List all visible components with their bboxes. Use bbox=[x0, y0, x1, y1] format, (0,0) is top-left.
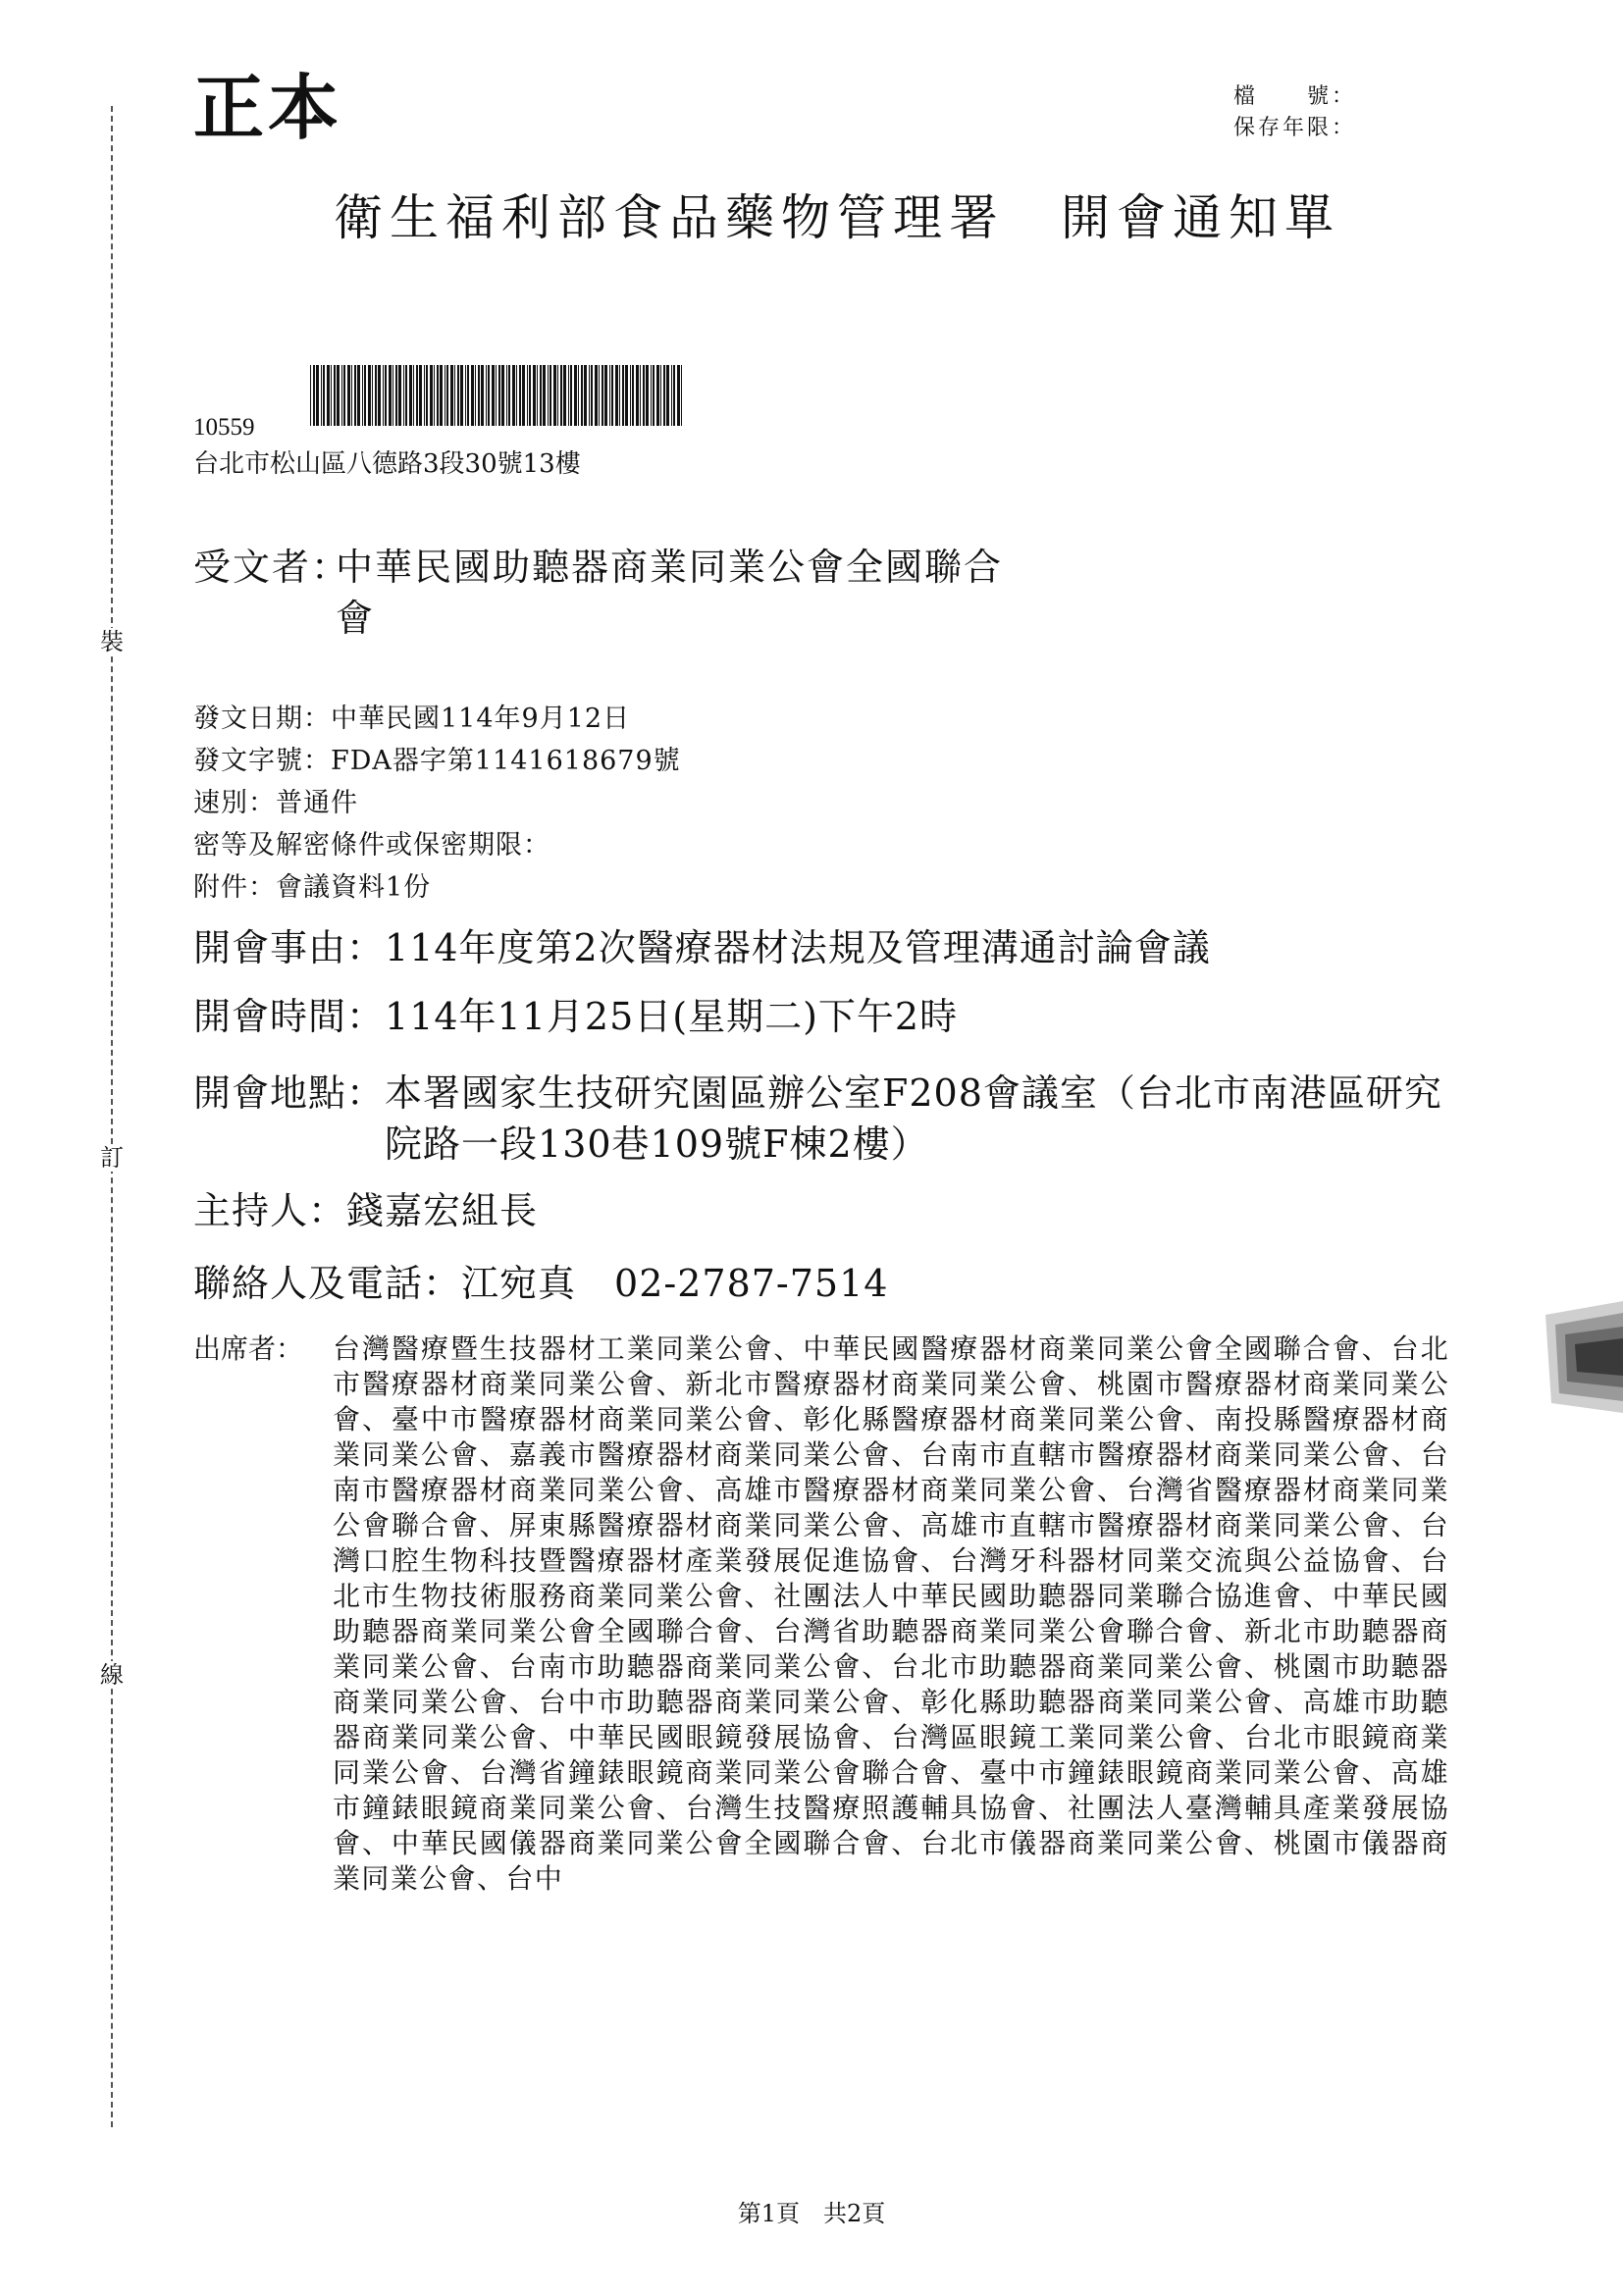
barcode-bar bbox=[334, 365, 336, 426]
barcode-bar bbox=[488, 365, 490, 426]
barcode-bar bbox=[516, 365, 517, 426]
barcode-bar bbox=[398, 365, 401, 426]
barcode-bar bbox=[568, 365, 569, 426]
barcode-bar bbox=[419, 365, 422, 426]
barcode-bar bbox=[540, 365, 542, 426]
barcode-bar bbox=[632, 365, 634, 426]
barcode-bar bbox=[560, 365, 562, 426]
barcode-bar bbox=[372, 365, 373, 426]
barcode-bar bbox=[426, 365, 428, 426]
barcode-bar bbox=[389, 365, 392, 426]
barcode-bar bbox=[533, 365, 536, 426]
meeting-time-row bbox=[193, 991, 958, 1042]
classification: 密等及解密條件或保密期限： bbox=[193, 830, 550, 861]
meeting-location-row bbox=[193, 1068, 1469, 1170]
barcode-bar bbox=[481, 365, 484, 426]
barcode-bar bbox=[570, 365, 572, 426]
barcode-bar bbox=[486, 365, 487, 426]
barcode-bar bbox=[666, 365, 669, 426]
barcode-bar bbox=[446, 365, 448, 426]
barcode-bar bbox=[574, 365, 577, 426]
issue-date: 發文日期：中華民國114年9月12日 bbox=[193, 704, 631, 734]
barcode-bar bbox=[357, 365, 360, 426]
barcode-bar bbox=[492, 365, 495, 426]
barcode-bar bbox=[619, 365, 620, 426]
barcode-bar bbox=[589, 365, 590, 426]
file-number-label: 檔 號： bbox=[1232, 84, 1356, 109]
barcode-bar bbox=[351, 365, 352, 426]
barcode-bar bbox=[437, 365, 439, 426]
original-copy-mark: 正本 bbox=[193, 66, 343, 149]
barcode-bar bbox=[375, 365, 377, 426]
barcode-bar bbox=[663, 365, 665, 426]
barcode-bar bbox=[671, 365, 672, 426]
barcode-bar bbox=[519, 365, 521, 426]
contact-info: 江宛真 02-2787-7514 bbox=[461, 1262, 889, 1305]
barcode-bar bbox=[323, 365, 325, 426]
binding-mark-staple: 訂 bbox=[100, 1144, 124, 1172]
barcode-bar bbox=[548, 365, 549, 426]
barcode-bar bbox=[405, 365, 407, 426]
meeting-subject-label: 開會事由： bbox=[193, 926, 386, 969]
barcode-bar bbox=[506, 365, 507, 426]
barcode-bar bbox=[430, 365, 433, 426]
attachment: 附件：會議資料1份 bbox=[193, 872, 432, 903]
recipient-value: 中華民國助聽器商業同業公會全國聯合會 bbox=[336, 546, 1004, 640]
barcode-bar bbox=[347, 365, 350, 426]
meeting-subject-row bbox=[193, 922, 1211, 973]
barcode-bar bbox=[630, 365, 631, 426]
barcode-bar bbox=[457, 365, 459, 426]
barcode-bar bbox=[673, 365, 675, 426]
sender-postal-code: 10559 bbox=[193, 414, 255, 441]
barcode-bar bbox=[341, 365, 342, 426]
barcode-bar bbox=[543, 365, 546, 426]
barcode-bar bbox=[434, 365, 435, 426]
document-number: 發文字號：FDA器字第1141618679號 bbox=[193, 746, 681, 776]
barcode-bar bbox=[656, 365, 659, 426]
barcode-bar bbox=[383, 365, 384, 426]
barcode-bar bbox=[625, 365, 628, 426]
barcode-bar bbox=[321, 365, 322, 426]
barcode-bar bbox=[496, 365, 497, 426]
barcode-bar bbox=[362, 365, 363, 426]
host-name: 錢嘉宏組長 bbox=[346, 1189, 539, 1232]
barcode-bar bbox=[599, 365, 600, 426]
barcode-bar bbox=[471, 365, 474, 426]
barcode-bar bbox=[409, 365, 412, 426]
barcode-bar bbox=[313, 365, 315, 426]
barcode-bar bbox=[591, 365, 593, 426]
barcode-bar bbox=[578, 365, 579, 426]
binding-line bbox=[111, 106, 113, 2127]
barcode-bar bbox=[508, 365, 510, 426]
barcode-bar bbox=[604, 365, 607, 426]
barcode-bar bbox=[557, 365, 558, 426]
barcode-bar bbox=[550, 365, 551, 426]
barcode-bar bbox=[553, 365, 556, 426]
host-row bbox=[193, 1185, 538, 1236]
barcode-bar bbox=[643, 365, 645, 426]
sender-address: 台北市松山區八德路3段30號13樓 bbox=[193, 449, 581, 479]
barcode-bar bbox=[602, 365, 603, 426]
barcode-bar bbox=[527, 365, 528, 426]
binding-mark-bind: 裝 bbox=[100, 628, 124, 655]
barcode-bar bbox=[440, 365, 443, 426]
delivery-speed: 速別：普通件 bbox=[193, 788, 358, 818]
barcode-bar bbox=[331, 365, 332, 426]
barcode-bar bbox=[465, 365, 466, 426]
barcode-bar bbox=[403, 365, 404, 426]
recipient-label: 受文者： bbox=[193, 546, 351, 589]
barcode-bar bbox=[609, 365, 610, 426]
barcode-bar bbox=[636, 365, 639, 426]
meeting-subject: 114年度第2次醫療器材法規及管理溝通討論會議 bbox=[385, 926, 1211, 969]
contact-label: 聯絡人及電話： bbox=[193, 1262, 462, 1305]
seal-stamp-image bbox=[1536, 1297, 1623, 1421]
barcode-bar bbox=[467, 365, 469, 426]
barcode-bar bbox=[385, 365, 387, 426]
barcode-bar bbox=[537, 365, 538, 426]
barcode-bar bbox=[460, 365, 463, 426]
barcode-bar bbox=[653, 365, 654, 426]
barcode-bar bbox=[595, 365, 598, 426]
attendees-label: 出席者： bbox=[193, 1332, 304, 1365]
barcode-bar bbox=[584, 365, 587, 426]
host-label: 主持人： bbox=[193, 1189, 347, 1232]
barcode-bar bbox=[454, 365, 455, 426]
barcode-bar bbox=[337, 365, 340, 426]
barcode-bar bbox=[512, 365, 515, 426]
barcode-bar bbox=[615, 365, 618, 426]
barcode-bar bbox=[677, 365, 680, 426]
barcode-bar bbox=[563, 365, 566, 426]
barcode-bar bbox=[343, 365, 345, 426]
meeting-time: 114年11月25日(星期二)下午2時 bbox=[385, 995, 959, 1038]
barcode-bar bbox=[364, 365, 366, 426]
barcode-bar bbox=[611, 365, 613, 426]
barcode-bar bbox=[501, 365, 504, 426]
attendees-block bbox=[193, 1331, 1449, 1897]
barcode-bar bbox=[498, 365, 500, 426]
barcode-bar bbox=[651, 365, 652, 426]
barcode-bar bbox=[310, 365, 311, 426]
barcode-bar bbox=[316, 365, 319, 426]
barcode-bar bbox=[395, 365, 397, 426]
barcode-bar bbox=[450, 365, 453, 426]
barcode-bar bbox=[529, 365, 531, 426]
meeting-location-label: 開會地點： bbox=[193, 1071, 386, 1115]
barcode-bar bbox=[478, 365, 480, 426]
meeting-location: 本署國家生技研究園區辦公室F208會議室（台北市南港區研究院路一段130巷109號F棟2樓） bbox=[385, 1071, 1442, 1166]
contact-row bbox=[193, 1258, 888, 1309]
barcode-bar bbox=[475, 365, 476, 426]
barcode-bar bbox=[640, 365, 641, 426]
barcode-bar bbox=[368, 365, 371, 426]
barcode-bar bbox=[378, 365, 381, 426]
barcode-bar bbox=[413, 365, 414, 426]
document-title: 衛生福利部食品藥物管理署 開會通知單 bbox=[334, 189, 1340, 246]
barcode-bar bbox=[581, 365, 583, 426]
meeting-time-label: 開會時間： bbox=[193, 995, 386, 1038]
page-number-footer: 第1頁 共2頁 bbox=[737, 2200, 886, 2227]
barcode-bar bbox=[522, 365, 525, 426]
barcode-bar bbox=[622, 365, 624, 426]
barcode-bar bbox=[660, 365, 661, 426]
barcode-bar bbox=[424, 365, 425, 426]
barcode-bar bbox=[327, 365, 330, 426]
binding-mark-line: 線 bbox=[100, 1661, 124, 1689]
barcode-bar bbox=[681, 365, 682, 426]
barcode-bar bbox=[646, 365, 649, 426]
barcode-bar bbox=[416, 365, 418, 426]
attendees-list: 台灣醫療暨生技器材工業同業公會、中華民國醫療器材商業同業公會全國聯合會、台北市醫療器材商業同業公會、新北市醫療器材商業同業公會、桃園市醫療器材商業同業公會、臺中市醫療器材商業同業公會、彰化縣醫療器材商業同業公會、南投縣醫療器材商業同業公會、嘉義市醫療器材商業同業公會、台南市直轄市醫療器材商業同業公會、台南市醫療器材商業同業公會、高雄市醫療器材商業同業公會、台灣省醫療器材商業同業公會聯合會、屏東縣醫療器材商業同業公會、高雄市直轄市醫療器材商業同業公會、台灣口腔生物科技暨醫療器材產業發展促進協會、台灣牙科器材同業交流與公益協會、台北市生物技術服務商業同業公會、社團法人中華民國助聽器同業聯合協進會、中華民國助聽器商業同業公會全國聯合會、台灣省助聽器商業同業公會聯合會、新北市助聽器商業同業公會、台南市助聽器商業同業公會、台北市助聽器商業同業公會、桃園市助聽器商業同業公會、台中市助聽器商業同業公會、彰化縣助聽器商業同業公會、高雄市助聽器商業同業公會、中華民國眼鏡發展協會、台灣區眼鏡工業同業公會、台北市眼鏡商業同業公會、台灣省鐘錶眼鏡商業同業公會聯合會、臺中市鐘錶眼鏡商業同業公會、高雄市鐘錶眼鏡商業同業公會、台灣生技醫療照護輔具協會、社團法人臺灣輔具產業發展協會、中華民國儀器商業同業公會全國聯合會、台北市儀器商業同業公會、桃園市儀器商業同業公會、台中 bbox=[333, 1332, 1449, 1895]
barcode-bar bbox=[354, 365, 356, 426]
barcode-image bbox=[310, 365, 683, 426]
retention-period-label: 保存年限： bbox=[1232, 116, 1356, 140]
